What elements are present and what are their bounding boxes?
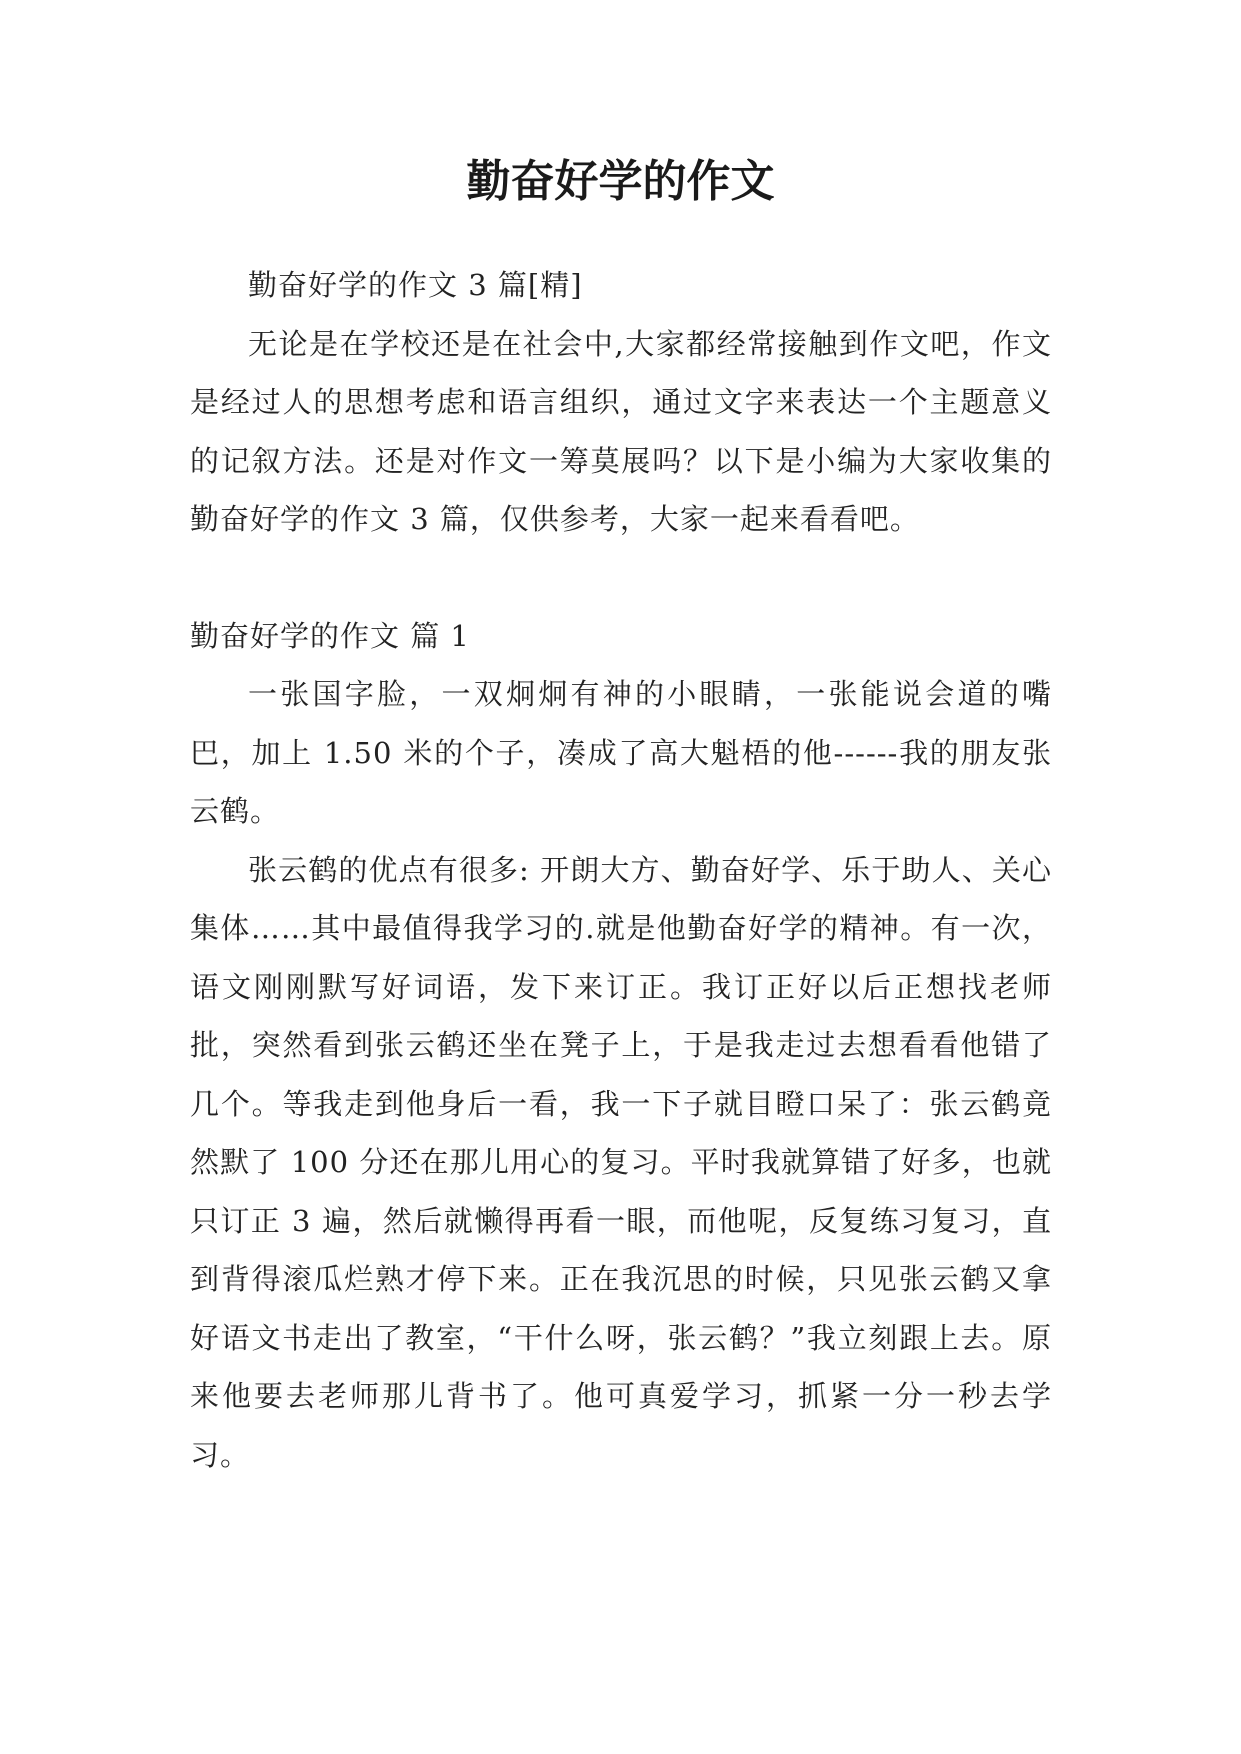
section-heading: 勤奋好学的作文 篇 1 bbox=[190, 618, 470, 653]
document-title: 勤奋好学的作文 bbox=[466, 156, 775, 207]
body-paragraph: 一张国字脸，一双炯炯有神的小眼睛，一张能说会道的嘴巴，加上 1.50 米的个子，凑成了高大魁梧的他------我的朋友张云鹤。 bbox=[190, 677, 1052, 828]
body-paragraph: 张云鹤的优点有很多: 开朗大方、勤奋好学、乐于助人、关心集体……其中最值得我学习的.就是他勤奋好学的精神。有一次，语文刚刚默写好词语，发下来订正。我订正好以后正想找老师批，突然看到张云鹤还坐在凳子上，于是我走过去想看看他错了几个。等我走到他身后一看，我一下子就目瞪口呆了：张云鹤竟然默了 100 分还在那儿用心的复习。平时我就算错了好多，也就只订正 3 遍，然后就懒得再看一眼，而他呢，反复练习复习，直到背得滚瓜烂熟才停下来。正在我沉思的时候，只见张云鹤又拿好语文书走出了教室，“干什么呀，张云鹤？”我立刻跟上去。原来他要去老师那儿背书了。他可真爱学习，抓紧一分一秒去学习。 bbox=[190, 852, 1052, 1472]
intro-paragraph: 无论是在学校还是在社会中,大家都经常接触到作文吧，作文是经过人的思想考虑和语言组织，通过文字来表达一个主题意义的记叙方法。还是对作文一筹莫展吗？以下是小编为大家收集的勤奋好学的作文 3 篇，仅供参考，大家一起来看看吧。 bbox=[190, 326, 1052, 536]
document-subtitle: 勤奋好学的作文 3 篇[精] bbox=[248, 268, 583, 302]
document-body bbox=[190, 256, 1052, 1484]
